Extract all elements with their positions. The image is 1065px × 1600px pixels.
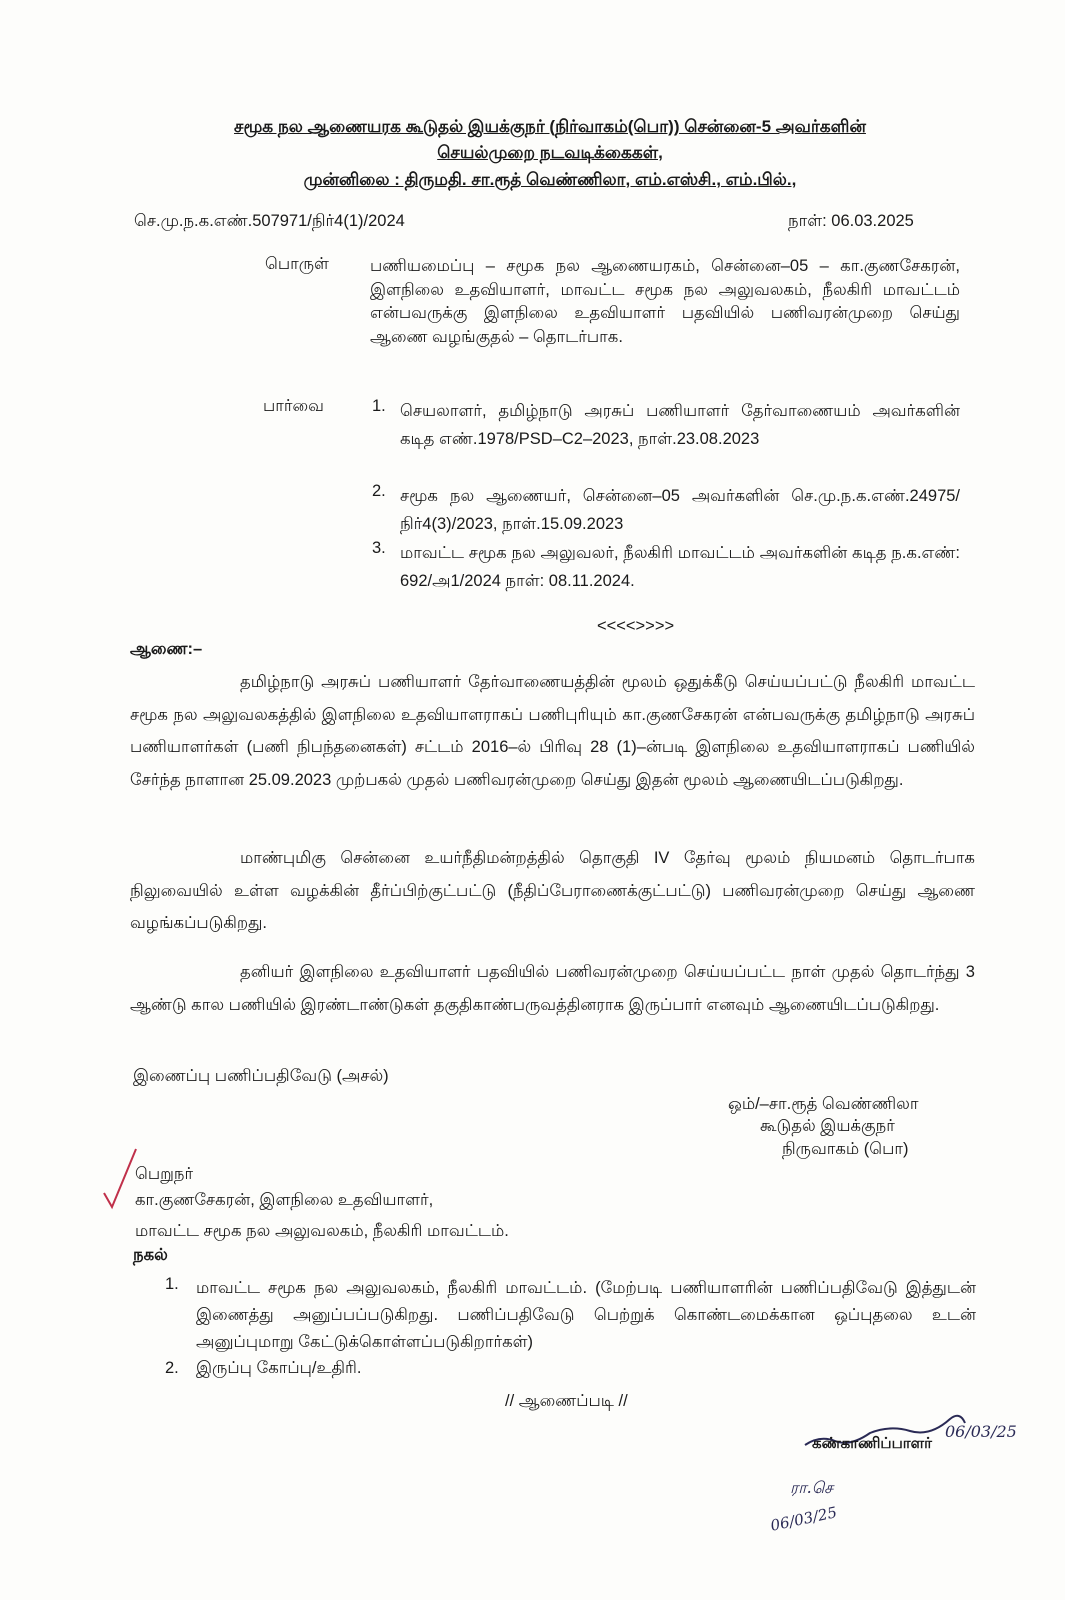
header-line-1: சமூக நல ஆணையரக கூடுதல் இயக்குநர் (நிர்வாகம்(பொ)) சென்னை-5 அவர்களின்: [234, 117, 866, 136]
copy-item: இருப்பு கோப்பு/உதிரி.: [196, 1359, 362, 1377]
order-paragraph-3: தனியர் இளநிலை உதவியாளர் பதவியில் பணிவரன்முறை செய்யப்பட்ட நாள் முதல் தொடர்ந்து 3 ஆண்டு கால பணியில் இரண்டாண்டுகள் தகுதிகாண்பருவத்தினராக இருப்பார் எனவும் ஆணையிடப்படுகிறது.: [130, 963, 975, 1014]
signature-date: 06/03/25: [945, 1422, 1017, 1441]
copy-number-1: 1.: [165, 1275, 179, 1293]
order-paragraph-1: தமிழ்நாடு அரசுப் பணியாளர் தேர்வாணையத்தின் மூலம் ஒதுக்கீடு செய்யப்பட்டு நீலகிரி மாவட்ட சமூக நல அலுவலகத்தில் இளநிலை உதவியாளராகப் பணிபுரியும் கா.குணசேகரன் என்பவருக்கு தமிழ்நாடு அரசுப் பணியாளர்கள் (பணி நிபந்தனைகள்) சட்டம் 2016–ல் பிரிவு 28 (1)–ன்படி இளநிலை உதவியாளராகப் பணியில் சேர்ந்த நாளான 25.09.2023 முற்பகல் முதல் பணிவரன்முறை செய்து இதன் மூலம் ஆணையிடப்படுகிறது.: [130, 673, 975, 789]
signatory-name: ஒம்/–சா.ரூத் வெண்ணிலா: [728, 1095, 919, 1113]
reference-number-1: 1.: [372, 397, 386, 415]
header-line-3: முன்னிலை : திருமதி. சா.ரூத் வெண்ணிலா, எம்.எஸ்சி., எம்.பில்.,: [303, 170, 797, 189]
tick-mark-icon: [100, 1145, 140, 1215]
superintendent-title: கண்காணிப்பாளர்: [812, 1435, 932, 1452]
reference-item: சமூக நல ஆணையர், சென்னை–05 அவர்களின் செ.மு.ந.க.எண்.24975/நிர்4(3)/2023, நாள்.15.09.2023: [400, 487, 960, 533]
reference-number-2: 2.: [372, 482, 386, 500]
order-label: ஆணை:–: [130, 640, 203, 658]
reference-number-3: 3.: [372, 539, 386, 557]
copy-number-2: 2.: [165, 1359, 179, 1377]
order-paragraph-2: மாண்புமிகு சென்னை உயர்நீதிமன்றத்தில் தொகுதி IV தேர்வு மூலம் நியமனம் தொடர்பாக நிலுவையில் உள்ள வழக்கின் தீர்ப்பிற்குட்பட்டு (நீதிப்பேராணைக்குட்பட்டு) பணிவரன்முறை செய்து ஆணை வழங்கப்படுகிறது.: [130, 849, 975, 932]
reference-item: செயலாளர், தமிழ்நாடு அரசுப் பணியாளர் தேர்வாணையம் அவர்களின் கடித எண்.1978/PSD–C2–2023, நாள்.23.08.2023: [400, 402, 960, 448]
recipient-line-1: கா.குணசேகரன், இளநிலை உதவியாளர்,: [135, 1191, 434, 1209]
by-order: // ஆணைப்படி //: [505, 1392, 628, 1410]
recipient-label: பெறுநர்: [135, 1165, 194, 1183]
separator: <<<<>>>>: [597, 617, 675, 635]
signatory-department: நிருவாகம் (பொ): [782, 1140, 909, 1158]
reference-number: செ.மு.ந.க.எண்.507971/நிர்4(1)/2024: [134, 212, 405, 230]
references-label: பார்வை: [263, 397, 324, 415]
enclosure: இணைப்பு பணிப்பதிவேடு (அசல்): [133, 1067, 389, 1085]
copy-item: மாவட்ட சமூக நல அலுவலகம், நீலகிரி மாவட்டம். (மேற்படி பணியாளரின் பணிப்பதிவேடு இத்துடன் இணைத்து அனுப்பப்படுகிறது. பணிப்பதிவேடு பெற்றுக் கொண்டமைக்கான ஒப்புதலை உடன் அனுப்புமாறு கேட்டுக்கொள்ளப்படுகிறார்கள்): [196, 1279, 976, 1351]
handwritten-note: ரா.செ: [790, 1478, 834, 1497]
subject-text: பணியமைப்பு – சமூக நல ஆணையரகம், சென்னை–05 – கா.குணசேகரன், இளநிலை உதவியாளர், மாவட்ட சமூக நல அலுவலகம், நீலகிரி மாவட்டம் என்பவருக்கு இளநிலை உதவியாளர் பதவியில் பணிவரன்முறை செய்து ஆணை வழங்குதல் – தொடர்பாக.: [370, 257, 960, 346]
reference-item: மாவட்ட சமூக நல அலுவலர், நீலகிரி மாவட்டம் அவர்களின் கடித ந.க.எண்: 692/அ1/2024 நாள்: 08.11.2024.: [400, 544, 960, 590]
document-date: நாள்: 06.03.2025: [788, 212, 914, 230]
handwritten-note-date: 06/03/25: [768, 1503, 839, 1535]
subject-label: பொருள்: [265, 255, 329, 273]
copy-label: நகல்: [133, 1246, 168, 1264]
recipient-line-2: மாவட்ட சமூக நல அலுவலகம், நீலகிரி மாவட்டம்.: [135, 1222, 509, 1240]
signatory-title: கூடுதல் இயக்குநர்: [760, 1117, 895, 1135]
header-line-2: செயல்முறை நடவடிக்கைகள்,: [437, 143, 663, 162]
